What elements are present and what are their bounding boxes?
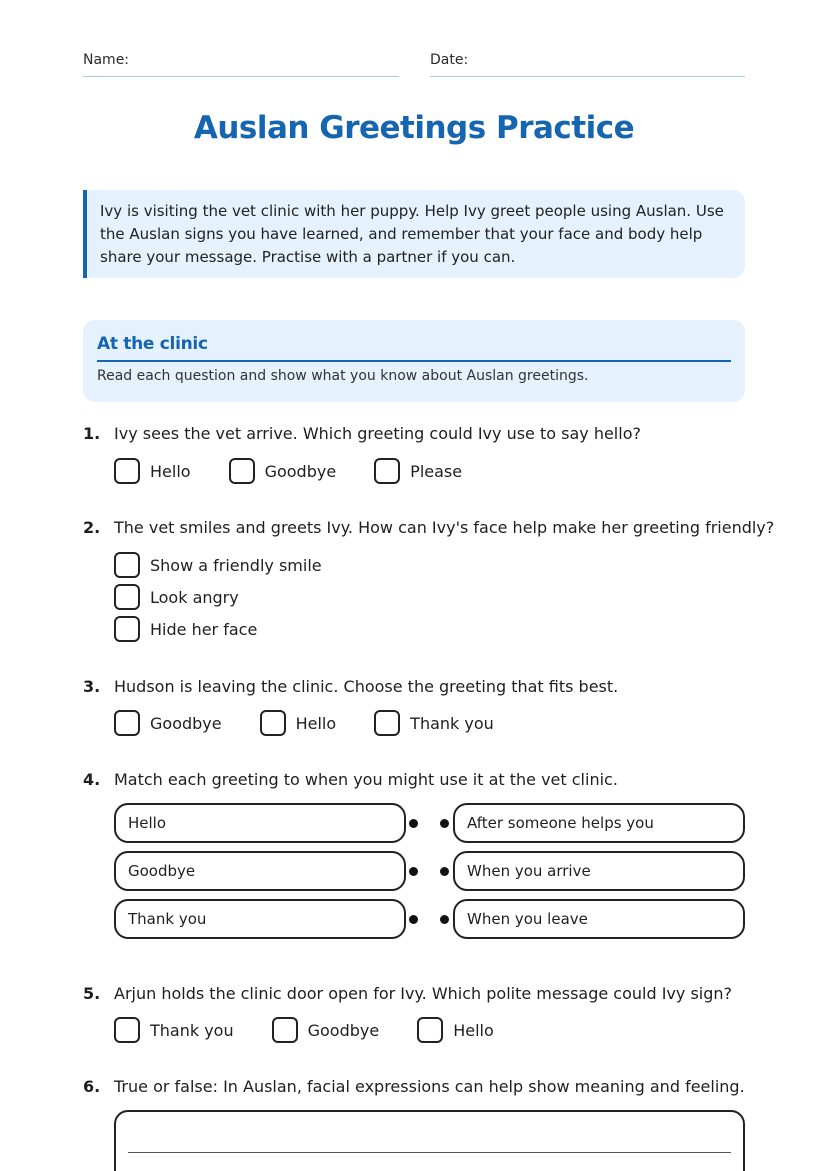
option-label: Goodbye	[150, 713, 222, 733]
intro-panel: Ivy is visiting the vet clinic with her puppy. Help Ivy greet people using Auslan. Use the Auslan signs you have learned, and remember that your face and body help share your message. Practise with a partner if you can.	[83, 190, 745, 278]
question-4	[83, 770, 618, 789]
section-panel	[83, 320, 745, 402]
option-label: Thank you	[150, 1020, 234, 1040]
option-label: Please	[410, 461, 463, 481]
question-text: Hudson is leaving the clinic. Choose the greeting that fits best.	[114, 677, 619, 696]
option-label: Goodbye	[264, 461, 337, 481]
option-label: Show a friendly smile	[150, 555, 322, 575]
checkbox[interactable]	[374, 710, 400, 736]
question-number: 5.	[83, 984, 101, 1003]
question-number: 4.	[83, 770, 101, 789]
section-description: Read each question and show what you know about Auslan greetings.	[97, 368, 589, 384]
date-field[interactable]	[430, 52, 745, 77]
option[interactable]	[114, 581, 322, 613]
question-3-options	[114, 710, 532, 736]
question-5-options	[114, 1017, 532, 1043]
option-label: Look angry	[150, 587, 239, 607]
checkbox[interactable]	[114, 584, 140, 610]
match-left-item: Hello	[114, 803, 406, 843]
question-text: Ivy sees the vet arrive. Which greeting could Ivy use to say hello?	[114, 424, 641, 443]
question-1-options	[114, 458, 500, 484]
match-left-item: Thank you	[114, 899, 406, 939]
name-field[interactable]	[83, 52, 399, 77]
checkbox[interactable]	[114, 552, 140, 578]
name-label: Name:	[83, 52, 130, 68]
option[interactable]	[229, 458, 337, 484]
match-right-item: After someone helps you	[453, 803, 745, 843]
option-label: Goodbye	[307, 1020, 380, 1040]
option[interactable]	[260, 710, 337, 736]
question-5	[83, 984, 732, 1003]
option-label: Thank you	[410, 713, 494, 733]
answer-box[interactable]	[114, 1110, 745, 1171]
option[interactable]	[114, 710, 222, 736]
checkbox[interactable]	[272, 1017, 298, 1043]
question-3	[83, 677, 618, 696]
worksheet-title: Auslan Greetings Practice	[193, 110, 635, 146]
checkbox[interactable]	[229, 458, 255, 484]
option-label: Hello	[453, 1020, 494, 1040]
match-left-item: Goodbye	[114, 851, 406, 891]
checkbox[interactable]	[374, 458, 400, 484]
option-label: Hello	[295, 713, 337, 733]
option[interactable]	[417, 1017, 494, 1043]
option[interactable]	[272, 1017, 380, 1043]
option-label: Hello	[150, 461, 191, 481]
connector-dot[interactable]	[409, 867, 418, 876]
option[interactable]	[114, 1017, 234, 1043]
option[interactable]	[374, 710, 494, 736]
matching-activity	[114, 803, 745, 947]
checkbox[interactable]	[114, 710, 140, 736]
option[interactable]	[114, 549, 322, 581]
option-label: Hide her face	[150, 619, 258, 639]
connector-dot[interactable]	[440, 867, 449, 876]
question-number: 6.	[83, 1077, 101, 1096]
match-right-item: When you arrive	[453, 851, 745, 891]
match-row	[114, 899, 745, 947]
match-row	[114, 803, 745, 851]
match-row	[114, 851, 745, 899]
checkbox[interactable]	[114, 1017, 140, 1043]
option[interactable]	[374, 458, 462, 484]
section-title: At the clinic	[97, 334, 731, 362]
option[interactable]	[114, 613, 322, 645]
connector-dot[interactable]	[440, 819, 449, 828]
checkbox[interactable]	[114, 458, 140, 484]
match-right-item: When you leave	[453, 899, 745, 939]
question-6	[83, 1077, 745, 1096]
checkbox[interactable]	[114, 616, 140, 642]
question-number: 3.	[83, 677, 101, 696]
checkbox[interactable]	[417, 1017, 443, 1043]
connector-dot[interactable]	[409, 915, 418, 924]
question-text: True or false: In Auslan, facial expressions can help show meaning and feeling.	[114, 1077, 745, 1096]
question-number: 2.	[83, 518, 101, 537]
question-text: The vet smiles and greets Ivy. How can Ivy's face help make her greeting friendly?	[114, 518, 775, 537]
question-text: Match each greeting to when you might use it at the vet clinic.	[114, 770, 618, 789]
answer-line	[128, 1152, 731, 1153]
checkbox[interactable]	[260, 710, 286, 736]
question-2-options	[114, 549, 322, 645]
question-1	[83, 424, 641, 443]
option[interactable]	[114, 458, 191, 484]
question-text: Arjun holds the clinic door open for Ivy. Which polite message could Ivy sign?	[114, 984, 733, 1003]
connector-dot[interactable]	[409, 819, 418, 828]
connector-dot[interactable]	[440, 915, 449, 924]
question-2	[83, 518, 774, 537]
date-label: Date:	[430, 52, 469, 68]
question-number: 1.	[83, 424, 101, 443]
